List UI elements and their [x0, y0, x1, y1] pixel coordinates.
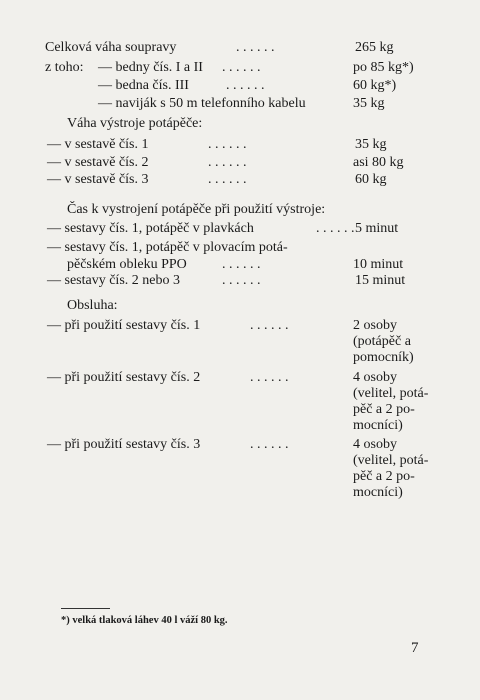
- dress-time-item-label: — sestavy čís. 1, potápěč v plavkách: [47, 221, 254, 236]
- dress-time-item-value: 15 minut: [355, 273, 406, 288]
- leader-dots: . . . . . .: [222, 60, 261, 75]
- crew-item-label: — při použití sestavy čís. 2: [47, 370, 201, 385]
- diver-weight-item-value: 35 kg: [355, 137, 387, 152]
- crew-item-label: — při použití sestavy čís. 3: [47, 437, 201, 452]
- dress-time-item-value: 5 minut: [355, 221, 399, 236]
- footnote-rule: [61, 608, 110, 609]
- leader-dots: . . . . . .: [316, 221, 355, 236]
- leader-dots: . . . . . .: [250, 318, 289, 333]
- diver-weight-item-label: — v sestavě čís. 3: [47, 172, 149, 187]
- diver-weight-item-value: 60 kg: [355, 172, 387, 187]
- crew-item-value: pěč a 2 po-: [353, 469, 415, 484]
- dress-time-item-label-cont: pěčském obleku PPO: [67, 257, 187, 272]
- weight-item-label: — naviják s 50 m telefonního kabelu: [98, 96, 306, 111]
- total-weight-value: 265 kg: [355, 40, 394, 55]
- crew-item-value: 2 osoby: [353, 318, 397, 333]
- leader-dots: . . . . . .: [250, 437, 289, 452]
- crew-heading: Obsluha:: [67, 298, 118, 313]
- weight-item-value: 35 kg: [353, 96, 385, 111]
- crew-item-value: (velitel, potá-: [353, 386, 429, 401]
- diver-weight-item-value: asi 80 kg: [353, 155, 404, 170]
- leader-dots: . . . . . .: [222, 257, 261, 272]
- leader-dots: . . . . . .: [208, 172, 247, 187]
- diver-weight-item-label: — v sestavě čís. 2: [47, 155, 149, 170]
- total-weight-label: Celková váha soupravy: [45, 40, 177, 55]
- weight-item-value: po 85 kg*): [353, 60, 414, 75]
- crew-item-value: (velitel, potá-: [353, 453, 429, 468]
- crew-item-value: pomocník): [353, 350, 414, 365]
- crew-item-value: mocníci): [353, 485, 403, 500]
- dress-time-item-value: 10 minut: [353, 257, 404, 272]
- footnote: *) velká tlaková láhev 40 l váží 80 kg.: [61, 615, 228, 626]
- page-number: 7: [411, 640, 419, 656]
- dress-time-heading: Čas k vystrojení potápěče při použití výstroje:: [67, 202, 326, 217]
- leader-dots: . . . . . .: [226, 78, 265, 93]
- dress-time-item-label: — sestavy čís. 2 nebo 3: [47, 273, 180, 288]
- weight-item-label: — bedna čís. III: [98, 78, 189, 93]
- crew-item-value: (potápěč a: [353, 334, 411, 349]
- weight-item-label: — bedny čís. I a II: [98, 60, 203, 75]
- diver-weight-item-label: — v sestavě čís. 1: [47, 137, 149, 152]
- crew-item-value: 4 osoby: [353, 370, 397, 385]
- leader-dots: . . . . . .: [250, 370, 289, 385]
- crew-item-value: 4 osoby: [353, 437, 397, 452]
- diver-weight-heading: Váha výstroje potápěče:: [67, 116, 203, 131]
- of-which-label: z toho:: [45, 60, 84, 75]
- leader-dots: . . . . . .: [208, 155, 247, 170]
- dress-time-item-label: — sestavy čís. 1, potápěč v plovacím potá-: [47, 240, 288, 255]
- leader-dots: . . . . . .: [236, 40, 275, 55]
- crew-item-label: — při použití sestavy čís. 1: [47, 318, 201, 333]
- leader-dots: . . . . . .: [222, 273, 261, 288]
- crew-item-value: pěč a 2 po-: [353, 402, 415, 417]
- leader-dots: . . . . . .: [208, 137, 247, 152]
- weight-item-value: 60 kg*): [353, 78, 397, 93]
- crew-item-value: mocníci): [353, 418, 403, 433]
